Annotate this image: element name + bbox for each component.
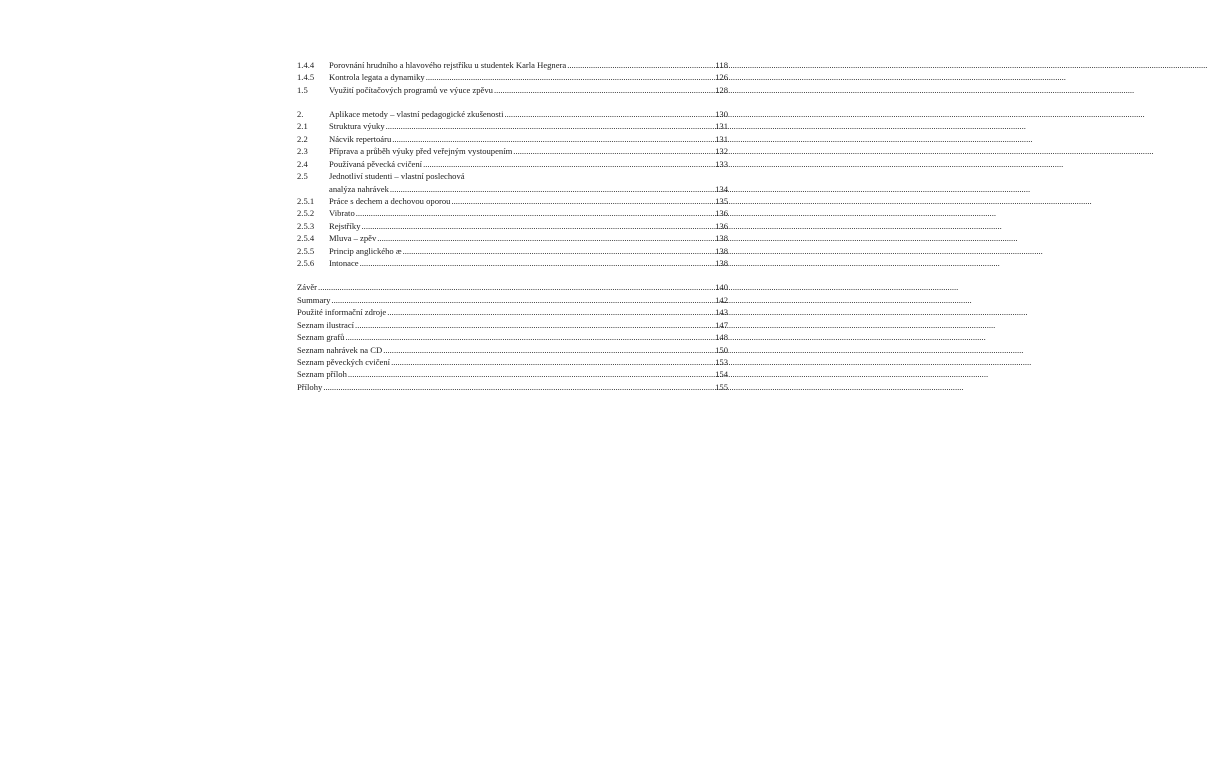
toc-entry-number: 2.5.1 [297, 196, 315, 207]
toc-entry[interactable] [297, 245, 728, 257]
toc-entry-number: 2.5.5 [297, 245, 315, 256]
toc-entry[interactable] [297, 195, 728, 207]
toc-entry[interactable] [297, 306, 728, 318]
toc-entry[interactable] [297, 145, 728, 157]
toc-entry[interactable] [297, 84, 728, 96]
toc-leader-dots [403, 245, 715, 257]
toc-entry-number: 2.4 [297, 158, 308, 169]
toc-entry[interactable] [297, 108, 728, 120]
toc-entry-page: 147 [715, 319, 728, 330]
toc-leader-dots [387, 306, 714, 318]
toc-group [297, 281, 728, 393]
toc-entry-page: 153 [715, 356, 728, 367]
toc-entry[interactable] [297, 319, 728, 331]
toc-entry[interactable] [297, 294, 728, 306]
toc-entry-number: 2.5 [297, 171, 308, 182]
toc-leader-dots [323, 381, 714, 393]
toc-leader-dots [377, 232, 714, 244]
toc-leader-dots [386, 120, 714, 132]
toc-entry-number: 2. [297, 108, 304, 119]
toc-entry-page: 138 [715, 233, 728, 244]
toc-entry-title: Princip anglického æ [329, 245, 402, 256]
toc-entry[interactable] [297, 257, 728, 269]
toc-entry-title: Seznam nahrávek na CD [297, 344, 383, 355]
toc-entry-page: 136 [715, 208, 728, 219]
toc-entry-page: 143 [715, 307, 728, 318]
toc-entry[interactable] [297, 71, 728, 83]
toc-entry-page: 142 [715, 294, 728, 305]
toc-entry-number: 2.5.3 [297, 220, 315, 231]
toc-leader-dots [345, 331, 714, 343]
toc-entry-title: Používaná pěvecká cvičení [329, 158, 423, 169]
toc-entry[interactable] [297, 120, 728, 132]
toc-entry[interactable] [297, 207, 728, 219]
toc-entry[interactable] [297, 232, 728, 244]
toc-leader-dots [423, 158, 714, 170]
toc-entry-title: Vibrato [329, 208, 355, 219]
toc-entry[interactable] [297, 59, 728, 71]
toc-entry[interactable] [297, 281, 728, 293]
toc-entry-page: 126 [715, 72, 728, 83]
toc-entry-title: Přílohy [297, 381, 323, 392]
toc-entry-title: Aplikace metody – vlastní pedagogické zkušenosti [329, 108, 504, 119]
toc-entry[interactable] [297, 170, 728, 195]
toc-entry-title: Závěr [297, 282, 318, 293]
toc-entry-title: Práce s dechem a dechovou oporou [329, 196, 451, 207]
toc-entry-page: 148 [715, 332, 728, 343]
toc-entry-page: 150 [715, 344, 728, 355]
toc-entry-title: Porovnání hrudního a hlavového rejstříku u studentek Karla Hegnera [329, 60, 567, 70]
toc-entry-page: 130 [715, 108, 728, 119]
toc-entry-title: Jednotliví studenti – vlastní poslechová [329, 171, 465, 182]
toc-entry-page: 155 [715, 381, 728, 392]
toc-entry[interactable] [297, 381, 728, 393]
toc-entry-title: Seznam grafů [297, 332, 345, 343]
toc-entry-title-continued: analýza nahrávek [329, 183, 389, 194]
toc-entry-title: Nácvik repertoáru [329, 133, 392, 144]
toc-entry-page: 134 [715, 183, 728, 194]
toc-leader-dots [392, 133, 714, 145]
toc-leader-dots [383, 344, 714, 356]
toc-entry-title: Mluva – zpěv [329, 233, 377, 244]
toc-entry-title: Summary [297, 294, 331, 305]
toc-entry-title: Kontrola legata a dynamiky [329, 72, 425, 83]
toc-leader-dots [355, 319, 714, 331]
toc-leader-dots [513, 145, 714, 157]
toc-leader-dots [356, 207, 714, 219]
toc-entry-page: 133 [715, 158, 728, 169]
toc-entry-title: Intonace [329, 258, 359, 269]
toc-entry[interactable] [297, 356, 728, 368]
toc-leader-dots [390, 183, 714, 195]
toc-entry-number: 1.4.5 [297, 72, 315, 83]
toc-entry-number: 2.2 [297, 133, 308, 144]
toc-entry-page: 131 [715, 121, 728, 132]
toc-entry-title: Seznam příloh [297, 369, 347, 380]
toc-entry[interactable] [297, 158, 728, 170]
toc-entry-title: Seznam pěveckých cvičení [297, 356, 391, 367]
toc-entry-number: 1.5 [297, 84, 308, 95]
toc-entry-page: 132 [715, 146, 728, 157]
toc-entry-page: 154 [715, 369, 728, 380]
toc-entry-title: Struktura výuky [329, 121, 385, 132]
toc-entry-number: 2.5.4 [297, 233, 315, 244]
toc-leader-dots [362, 220, 715, 232]
toc-entry[interactable] [297, 133, 728, 145]
toc-entry[interactable] [297, 220, 728, 232]
toc-entry-number: 2.3 [297, 146, 308, 157]
toc-entry[interactable] [297, 331, 728, 343]
toc-entry-page: 140 [715, 282, 728, 293]
toc-leader-dots [451, 195, 714, 207]
toc-entry[interactable] [297, 344, 728, 356]
toc-leader-dots [494, 84, 714, 96]
toc-leader-dots [426, 71, 714, 83]
toc-entry-number: 1.4.4 [297, 60, 315, 70]
toc-leader-dots [504, 108, 714, 120]
toc-leader-dots [567, 59, 714, 71]
toc-entry-title: Použité informační zdroje [297, 307, 387, 318]
toc-entry-number: 2.5.6 [297, 258, 315, 269]
toc-leader-dots [348, 368, 714, 380]
toc-entry-title: Příprava a průběh výuky před veřejným vystoupením [329, 146, 513, 157]
toc-entry-page: 138 [715, 245, 728, 256]
toc-entry-number: 2.5.2 [297, 208, 315, 219]
toc-entry-number: 2.1 [297, 121, 308, 132]
toc-entry-title: Rejstříky [329, 220, 361, 231]
toc-entry-title: Seznam ilustrací [297, 319, 355, 330]
toc-entry-page: 138 [715, 258, 728, 269]
toc-entry[interactable] [297, 368, 728, 380]
toc-leader-dots [391, 356, 714, 368]
table-of-contents [297, 59, 728, 405]
toc-entry-page: 136 [715, 220, 728, 231]
toc-entry-page: 131 [715, 133, 728, 144]
toc-leader-dots [331, 294, 714, 306]
toc-leader-dots [318, 281, 714, 293]
toc-entry-page: 135 [715, 196, 728, 207]
toc-leader-dots [360, 257, 715, 269]
toc-entry-page: 118 [715, 60, 728, 70]
toc-group [297, 59, 728, 96]
toc-group [297, 108, 728, 270]
toc-entry-page: 128 [715, 84, 728, 95]
toc-entry-title: Využití počítačových programů ve výuce zpěvu [329, 84, 493, 95]
